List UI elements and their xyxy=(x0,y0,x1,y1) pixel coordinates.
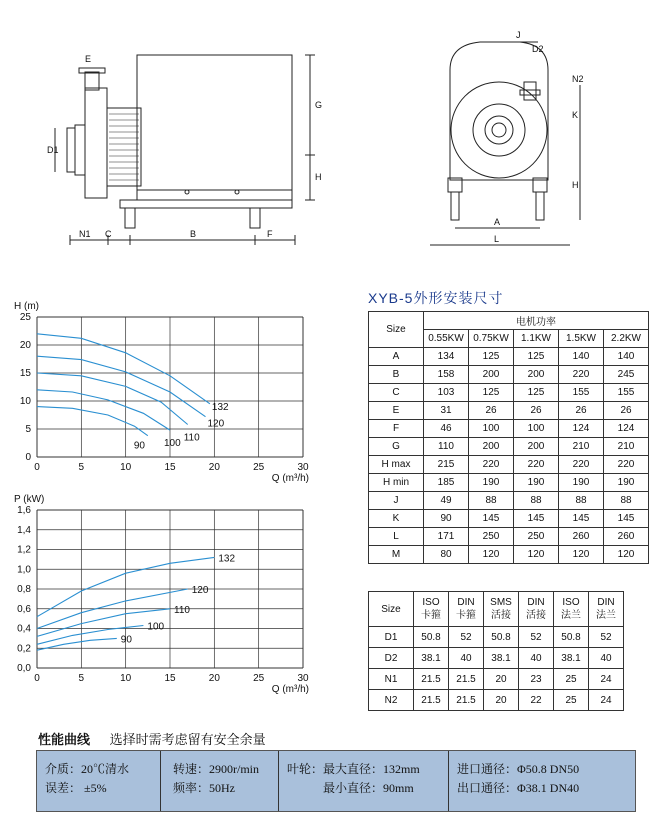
spec-medium: 介质：20℃清水 xyxy=(45,762,130,776)
series-label: 132 xyxy=(211,401,229,413)
row-label: E xyxy=(369,402,424,420)
conn-col-header: ISO 卡箍 xyxy=(414,592,449,627)
spec-speed: 转速：2900r/min xyxy=(173,762,259,776)
x-tick-label: 5 xyxy=(78,462,85,473)
y-tick-label: 0,0 xyxy=(17,663,31,674)
table-cell: 100 xyxy=(514,420,559,438)
table-cell: 125 xyxy=(514,348,559,366)
x-axis-label: Q (m³/h) xyxy=(271,473,309,484)
dimensions-table xyxy=(368,311,649,564)
spec-freq: 频率：50Hz xyxy=(173,781,235,795)
table-cell: 145 xyxy=(604,510,649,528)
table-cell: 26 xyxy=(514,402,559,420)
series-line xyxy=(37,407,148,436)
spec-inlet: 进口通径：Φ50.8 DN50 xyxy=(457,762,580,776)
table-cell: 50.8 xyxy=(554,627,589,648)
table-cell: 220 xyxy=(559,366,604,384)
table-cell: 46 xyxy=(424,420,469,438)
power-col-header: 1.5KW xyxy=(559,330,604,348)
series-label: 90 xyxy=(120,634,132,646)
table-cell: 155 xyxy=(604,384,649,402)
table-cell: 38.1 xyxy=(414,648,449,669)
dim-label-a: A xyxy=(494,217,501,227)
y-tick-label: 25 xyxy=(19,312,31,323)
series-line xyxy=(37,334,210,404)
table-row xyxy=(369,510,649,528)
x-tick-label: 10 xyxy=(120,673,132,684)
x-tick-label: 0 xyxy=(34,462,40,473)
row-label: D2 xyxy=(369,648,414,669)
dim-label-l: L xyxy=(494,234,500,244)
size-header: Size xyxy=(369,592,414,627)
table-cell: 120 xyxy=(559,546,604,564)
table-row xyxy=(369,648,624,669)
dim-label-d1: D1 xyxy=(47,145,59,155)
table-cell: 25 xyxy=(554,669,589,690)
conn-col-header: ISO 法兰 xyxy=(554,592,589,627)
table-cell: 26 xyxy=(469,402,514,420)
x-tick-label: 15 xyxy=(164,673,176,684)
row-label: C xyxy=(369,384,424,402)
table-cell: 22 xyxy=(519,690,554,711)
y-tick-label: 1,0 xyxy=(17,564,31,576)
y-tick-label: 0,8 xyxy=(17,584,31,595)
row-label: D1 xyxy=(369,627,414,648)
table-cell: 158 xyxy=(424,366,469,384)
power-col-header: 0.55KW xyxy=(424,330,469,348)
table-cell: 88 xyxy=(559,492,604,510)
dim-label-k: K xyxy=(572,110,579,120)
table-cell: 26 xyxy=(604,402,649,420)
series-label: 90 xyxy=(133,440,145,452)
connections-table xyxy=(368,591,624,711)
table-cell: 200 xyxy=(469,366,514,384)
y-tick-label: 1,6 xyxy=(17,505,31,516)
table-cell: 145 xyxy=(559,510,604,528)
x-tick-label: 25 xyxy=(253,673,265,684)
table-cell: 245 xyxy=(604,366,649,384)
dim-label-b: B xyxy=(190,229,197,239)
row-label: B xyxy=(369,366,424,384)
power-flow-chart xyxy=(0,488,309,698)
table-cell: 88 xyxy=(469,492,514,510)
x-tick-label: 15 xyxy=(164,462,176,473)
performance-label: 性能曲线 xyxy=(38,732,91,747)
table-cell: 250 xyxy=(514,528,559,546)
table-cell: 52 xyxy=(589,627,624,648)
side-view-drawing xyxy=(45,30,375,280)
conn-col-header: DIN 法兰 xyxy=(589,592,624,627)
table-cell: 80 xyxy=(424,546,469,564)
series-label: 110 xyxy=(183,432,200,444)
row-label: K xyxy=(369,510,424,528)
table-cell: 50.8 xyxy=(484,627,519,648)
table-cell: 145 xyxy=(469,510,514,528)
table-cell: 20 xyxy=(484,669,519,690)
y-tick-label: 10 xyxy=(19,396,31,407)
table-cell: 21.5 xyxy=(449,669,484,690)
y-tick-label: 20 xyxy=(19,340,31,351)
table-cell: 140 xyxy=(604,348,649,366)
table-cell: 103 xyxy=(424,384,469,402)
table-cell: 190 xyxy=(514,474,559,492)
y-tick-label: 0,6 xyxy=(17,603,31,615)
table-row xyxy=(369,348,649,366)
table-cell: 210 xyxy=(604,438,649,456)
table-row xyxy=(369,420,649,438)
row-label: F xyxy=(369,420,424,438)
table-cell: 124 xyxy=(559,420,604,438)
power-col-header: 2.2KW xyxy=(604,330,649,348)
table-cell: 125 xyxy=(514,384,559,402)
table-cell: 21.5 xyxy=(449,690,484,711)
table-cell: 171 xyxy=(424,528,469,546)
dim-label-h: H xyxy=(315,172,322,182)
series-label: 120 xyxy=(191,585,209,596)
table-cell: 38.1 xyxy=(554,648,589,669)
y-tick-label: 1,4 xyxy=(17,524,31,536)
x-tick-label: 30 xyxy=(297,673,309,684)
row-label: N2 xyxy=(369,690,414,711)
spec-error: 误差： ±5% xyxy=(45,781,107,795)
table-cell: 40 xyxy=(519,648,554,669)
row-label: M xyxy=(369,546,424,564)
front-view-drawing xyxy=(420,30,600,260)
table-cell: 38.1 xyxy=(484,648,519,669)
table-cell: 120 xyxy=(604,546,649,564)
table-row xyxy=(369,384,649,402)
dim-label-e: E xyxy=(85,54,92,64)
table-row xyxy=(369,669,624,690)
conn-col-header: DIN 活接 xyxy=(519,592,554,627)
table-cell: 220 xyxy=(559,456,604,474)
x-tick-label: 20 xyxy=(208,673,220,684)
series-label: 132 xyxy=(218,553,236,565)
series-label: 120 xyxy=(207,418,225,430)
table-cell: 21.5 xyxy=(414,690,449,711)
table-cell: 100 xyxy=(469,420,514,438)
table-cell: 200 xyxy=(514,366,559,384)
table-cell: 52 xyxy=(519,627,554,648)
y-axis-label: P (kW) xyxy=(14,494,45,505)
conn-col-header: DIN 卡箍 xyxy=(449,592,484,627)
table-cell: 120 xyxy=(514,546,559,564)
table-cell: 185 xyxy=(424,474,469,492)
table-cell: 200 xyxy=(469,438,514,456)
size-header: Size xyxy=(369,312,424,348)
table-cell: 125 xyxy=(469,348,514,366)
table-cell: 23 xyxy=(519,669,554,690)
table-cell: 20 xyxy=(484,690,519,711)
series-line xyxy=(37,390,170,430)
spec-outlet: 出口通径：Φ38.1 DN40 xyxy=(457,781,580,795)
table-row xyxy=(369,492,649,510)
table-cell: 40 xyxy=(449,648,484,669)
table-row xyxy=(369,690,624,711)
x-tick-label: 10 xyxy=(120,462,132,473)
y-tick-label: 1,2 xyxy=(17,544,31,556)
table-cell: 40 xyxy=(589,648,624,669)
table-cell: 49 xyxy=(424,492,469,510)
table-cell: 25 xyxy=(554,690,589,711)
table-cell: 200 xyxy=(514,438,559,456)
table-cell: 220 xyxy=(514,456,559,474)
table-cell: 260 xyxy=(559,528,604,546)
x-tick-label: 30 xyxy=(297,462,309,473)
x-tick-label: 5 xyxy=(78,673,85,684)
row-label: J xyxy=(369,492,424,510)
table-cell: 26 xyxy=(559,402,604,420)
table-cell: 220 xyxy=(469,456,514,474)
performance-note: 选择时需考虑留有安全余量 xyxy=(109,732,266,747)
conn-col-header: SMS 活接 xyxy=(484,592,519,627)
dim-label-j: J xyxy=(516,30,521,40)
x-tick-label: 25 xyxy=(253,462,265,473)
power-col-header: 0.75KW xyxy=(469,330,514,348)
head-flow-chart xyxy=(0,290,309,490)
x-tick-label: 0 xyxy=(34,673,40,684)
table-row xyxy=(369,528,649,546)
dim-label-d2: D2 xyxy=(532,44,544,54)
series-label: 100 xyxy=(147,621,165,633)
table-cell: 24 xyxy=(589,669,624,690)
dim-label-h-front: H xyxy=(572,180,579,190)
y-tick-label: 15 xyxy=(19,368,31,379)
table-cell: 88 xyxy=(604,492,649,510)
dim-label-g: G xyxy=(315,100,323,110)
spec-impeller-min: 最小直径：90mm xyxy=(323,781,414,795)
table-cell: 50.8 xyxy=(414,627,449,648)
table-cell: 190 xyxy=(559,474,604,492)
table-row xyxy=(369,438,649,456)
dim-label-f: F xyxy=(267,229,273,239)
dim-label-n2: N2 xyxy=(572,74,584,84)
y-tick-label: 5 xyxy=(25,424,31,435)
table-cell: 260 xyxy=(604,528,649,546)
power-col-header: 1.1KW xyxy=(514,330,559,348)
table-cell: 140 xyxy=(559,348,604,366)
dim-label-c: C xyxy=(105,229,112,239)
table-row xyxy=(369,402,649,420)
table-cell: 145 xyxy=(514,510,559,528)
table-row xyxy=(369,456,649,474)
table-cell: 220 xyxy=(604,456,649,474)
table-row xyxy=(369,366,649,384)
y-tick-label: 0 xyxy=(25,452,31,463)
spec-bar xyxy=(36,750,636,812)
performance-caption xyxy=(38,729,282,748)
spec-impeller-max: 叶轮：最大直径：132mm xyxy=(287,762,420,776)
table-cell: 31 xyxy=(424,402,469,420)
y-tick-label: 0,4 xyxy=(17,623,31,635)
row-label: L xyxy=(369,528,424,546)
row-label: H max xyxy=(369,456,424,474)
table-cell: 24 xyxy=(589,690,624,711)
table-cell: 125 xyxy=(469,384,514,402)
x-tick-label: 20 xyxy=(208,462,220,473)
table-cell: 134 xyxy=(424,348,469,366)
row-label: H min xyxy=(369,474,424,492)
table-cell: 155 xyxy=(559,384,604,402)
table-cell: 210 xyxy=(559,438,604,456)
table-cell: 120 xyxy=(469,546,514,564)
dim-label-n1: N1 xyxy=(79,229,91,239)
x-axis-label: Q (m³/h) xyxy=(271,684,309,695)
table-cell: 52 xyxy=(449,627,484,648)
power-header: 电机功率 xyxy=(424,312,649,330)
table-cell: 250 xyxy=(469,528,514,546)
table-cell: 124 xyxy=(604,420,649,438)
y-axis-label: H (m) xyxy=(14,301,39,312)
row-label: N1 xyxy=(369,669,414,690)
table-row xyxy=(369,474,649,492)
table-cell: 88 xyxy=(514,492,559,510)
table-cell: 21.5 xyxy=(414,669,449,690)
row-label: G xyxy=(369,438,424,456)
table-row xyxy=(369,546,649,564)
table-cell: 110 xyxy=(424,438,469,456)
y-tick-label: 0,2 xyxy=(17,643,31,655)
table-cell: 190 xyxy=(604,474,649,492)
table-cell: 90 xyxy=(424,510,469,528)
row-label: A xyxy=(369,348,424,366)
series-label: 110 xyxy=(174,604,190,616)
series-label: 100 xyxy=(164,438,181,450)
table-row xyxy=(369,627,624,648)
dims-title: XYB-5外形安装尺寸 xyxy=(368,290,504,306)
table-cell: 215 xyxy=(424,456,469,474)
table-cell: 190 xyxy=(469,474,514,492)
